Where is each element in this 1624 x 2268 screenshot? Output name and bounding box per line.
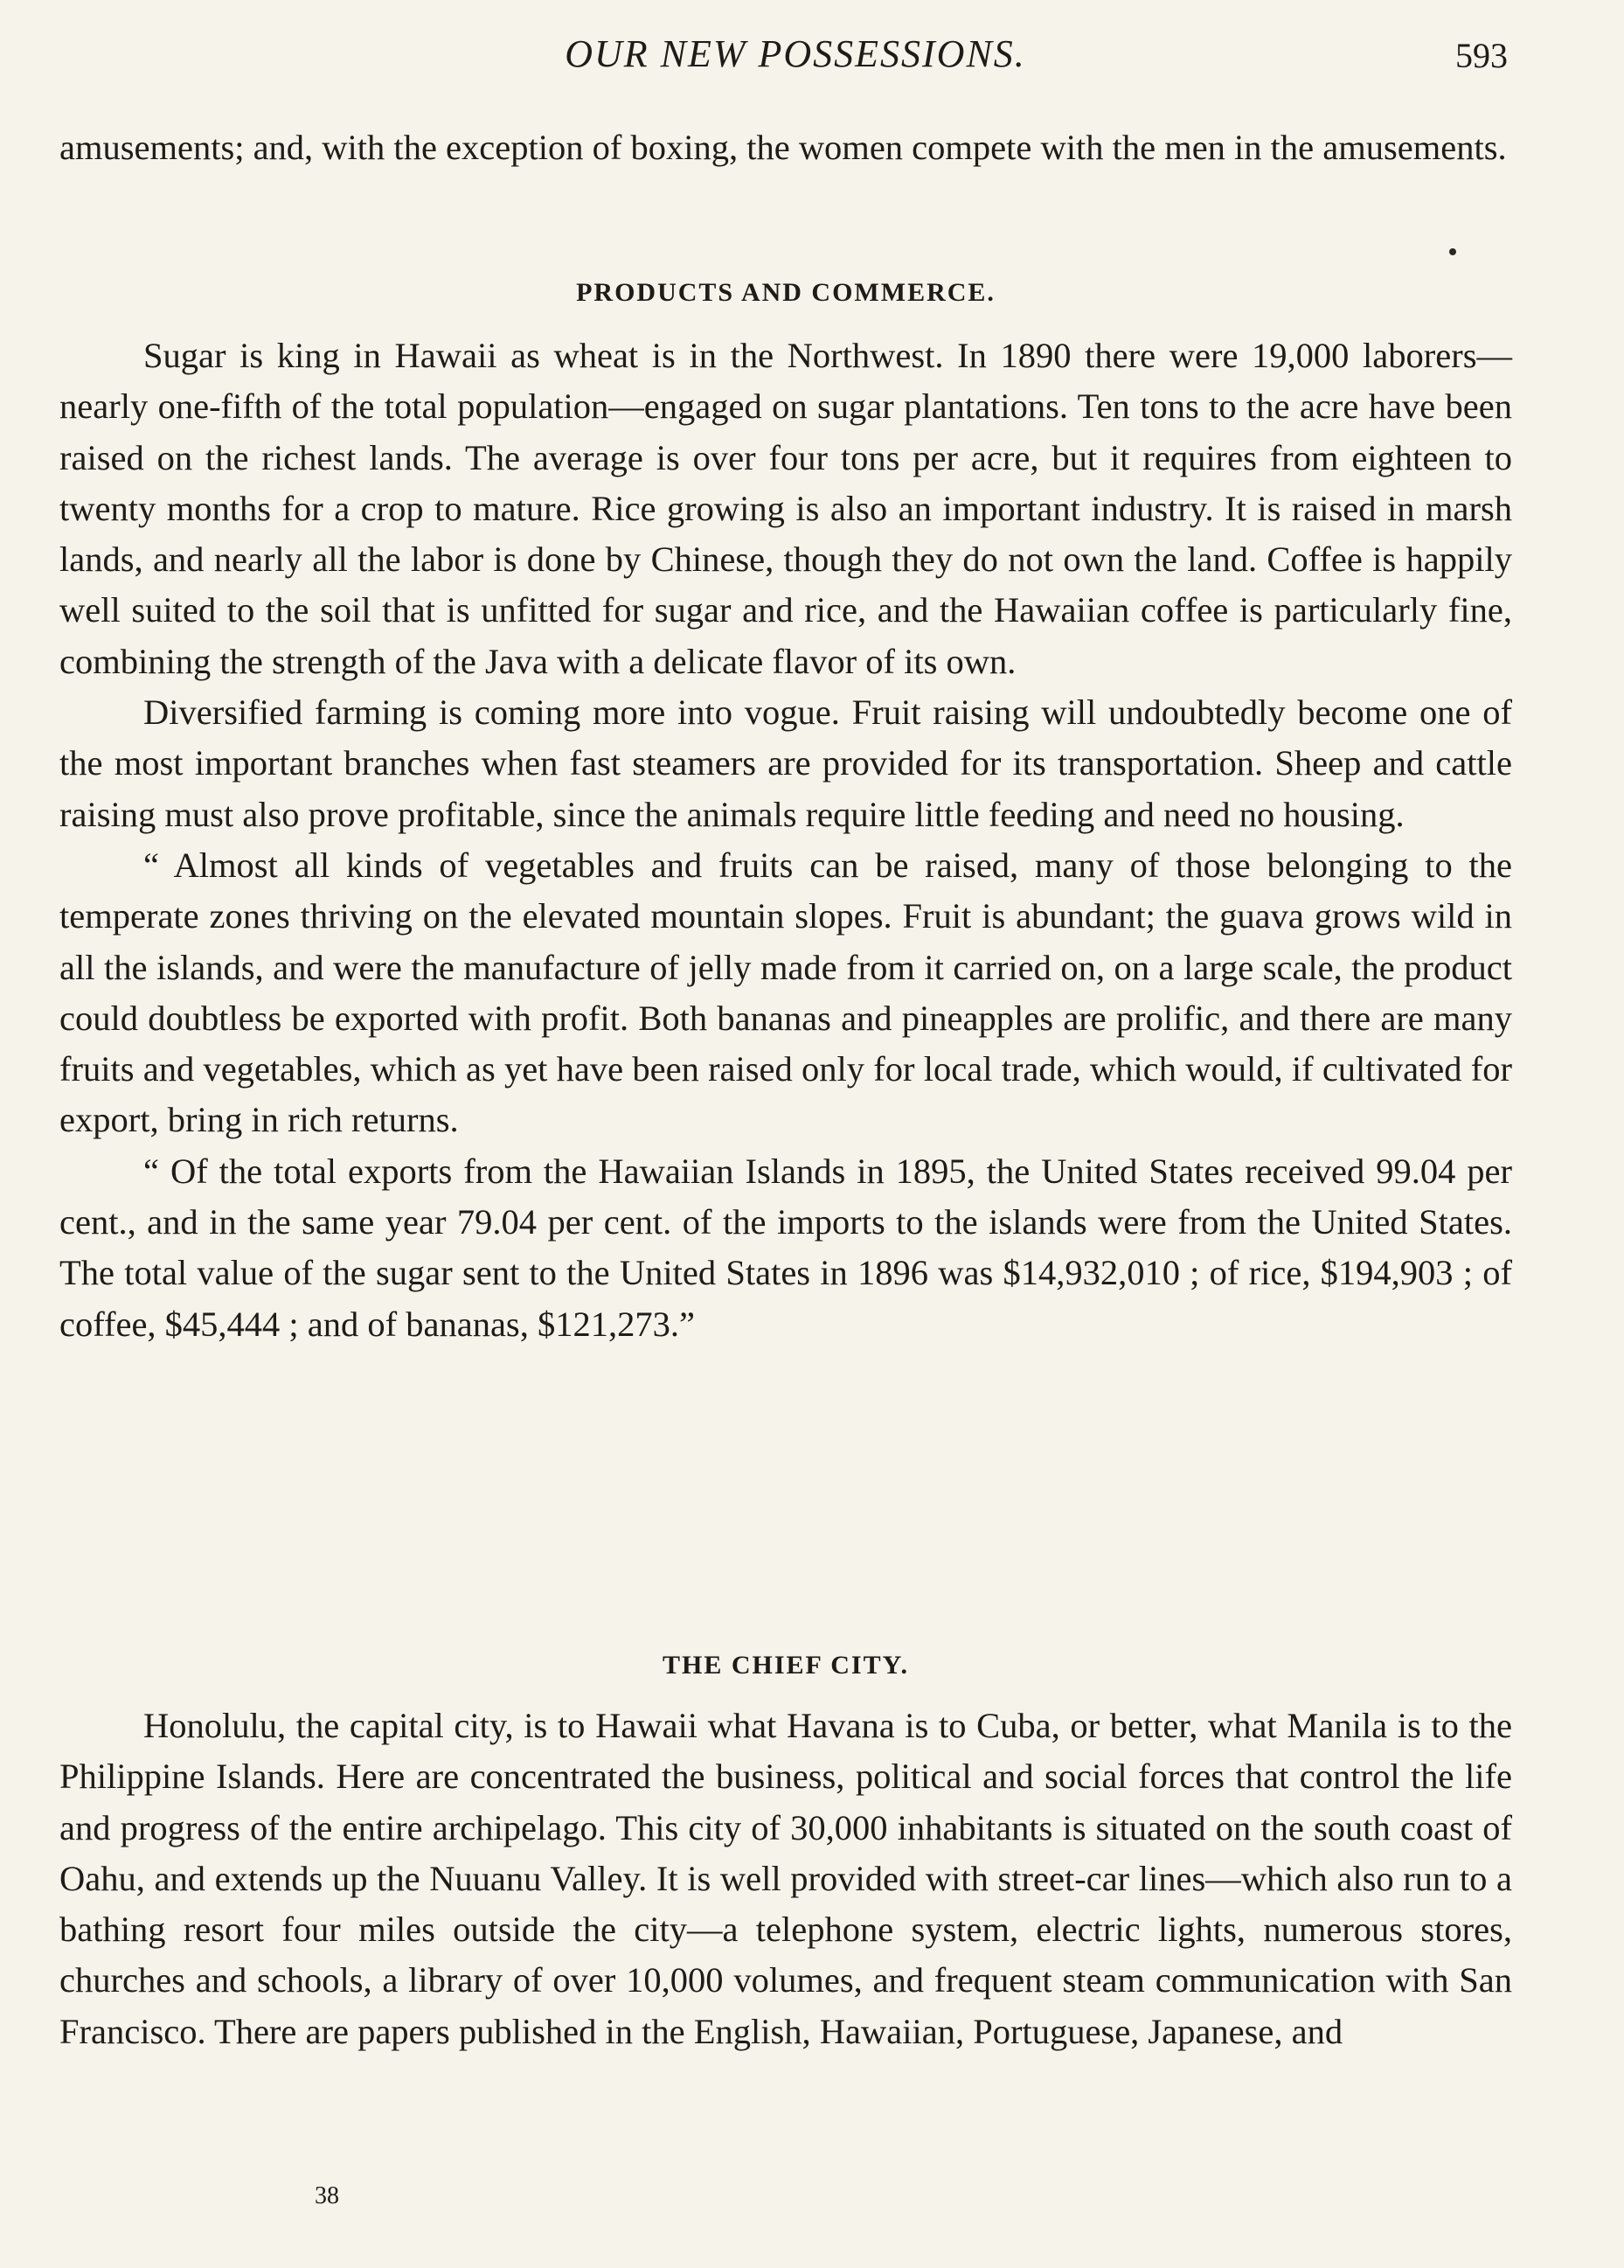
paragraph: “ Of the total exports from the Hawaiian Islands in 1895, the United States received 99.04 per cent., and in the same year 79.04 per cent. of the imports to the islands were from the United States. The total value of the sugar sent to the United States in 1896 was $14,932,010 ; of rice, $194,903 ; of coffee, $45,444 ; and of bananas, $121,273.”	[59, 1151, 1512, 1344]
paragraph: “ Almost all kinds of vegetables and fruits can be raised, many of those belonging to the temperate zones thriving on the elevated mountain slopes. Fruit is abundant; the guava grows wild in all the islands, and were the manufacture of jelly made from it carried on, on a large scale, the product could doubtless be exported with profit. Both bananas and pineapples are prolific, and there are many fruits and vegetables, which as yet have been raised only for local trade, which would, if cultivated for export, bring in rich returns.	[59, 845, 1512, 1140]
products-and-commerce-text	[59, 330, 1512, 1350]
paragraph: Sugar is king in Hawaii as wheat is in the Northwest. In 1890 there were 19,000 laborers—nearly one-fifth of the total population—engaged on sugar plantations. Ten tons to the acre have been raised on the richest lands. The average is over four tons per acre, but it requires from eighteen to twenty months for a crop to mature. Rice growing is also an important industry. It is raised in marsh lands, and nearly all the labor is done by Chinese, though they do not own the land. Coffee is happily well suited to the soil that is unfitted for sugar and rice, and the Hawaiian coffee is particularly fine, combining the strength of the Java with a delicate flavor of its own.	[59, 336, 1512, 681]
section-heading-products-and-commerce: PRODUCTS AND COMMERCE.	[576, 278, 996, 307]
paragraph: Honolulu, the capital city, is to Hawaii what Havana is to Cuba, or better, what Manila is to the Philippine Islands. Here are concentrated the business, political and social forces that control the life and progress of the entire archipelago. This city of 30,000 inhabitants is situated on the south coast of Oahu, and extends up the Nuuanu Valley. It is well provided with street-car lines—which also run to a bathing resort four miles outside the city—a telephone system, electric lights, numerous stores, churches and schools, a library of over 10,000 volumes, and frequent steam communication with San Francisco. There are papers published in the English, Hawaiian, Portuguese, Japanese, and	[59, 1706, 1512, 2051]
paragraph: Diversified farming is coming more into vogue. Fruit raising will undoubtedly become one of the most important branches when fast steamers are provided for its transportation. Sheep and cattle raising must also prove profitable, since the animals require little feeding and need no housing.	[59, 692, 1512, 834]
running-title: OUR NEW POSSESSIONS.	[565, 32, 1026, 75]
ink-speck	[1449, 248, 1456, 255]
section-heading-the-chief-city: THE CHIEF CITY.	[662, 1651, 909, 1680]
chief-city-text	[59, 1701, 1512, 2057]
continuation-paragraph: amusements; and, with the exception of boxing, the women compete with the men in the amusements.	[59, 128, 1507, 167]
page-number: 593	[1455, 36, 1508, 75]
signature-mark: 38	[315, 2182, 339, 2209]
continuation-text-block	[59, 122, 1512, 173]
